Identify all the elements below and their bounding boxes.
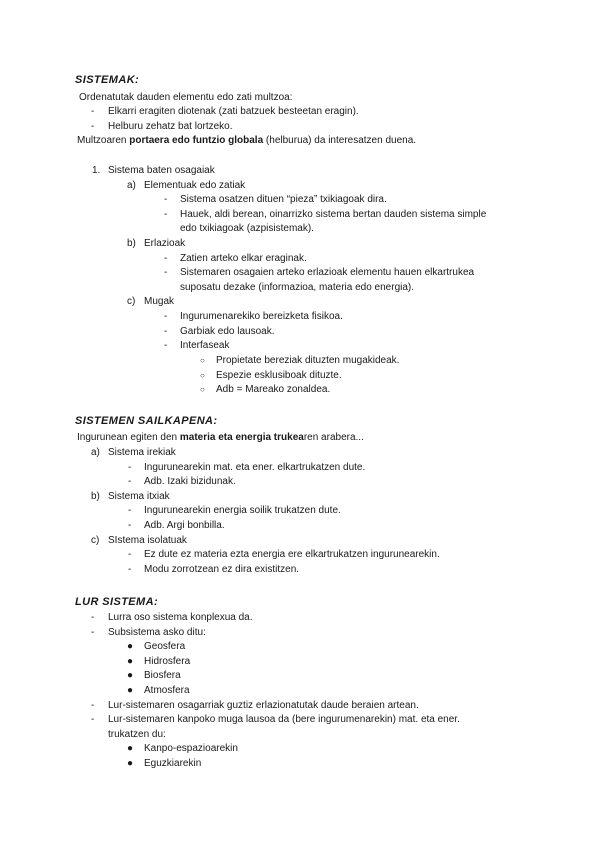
c-item-1: Ingurumenarekiko bereizketa fisikoa.: [180, 311, 343, 322]
item-label-c: c): [91, 535, 100, 546]
open-item-1: Ingurunearekin mat. eta ener. elkartrukatzen dute.: [144, 462, 366, 473]
sistemak-intro: Ordenatutak dauden elementu edo zati multzoa:: [79, 92, 293, 103]
dash-marker: -: [91, 121, 95, 132]
bullet-icon: ●: [127, 656, 134, 667]
sphere-item: Atmosfera: [144, 685, 190, 696]
open-systems-title: Sistema irekiak: [108, 447, 176, 458]
c-sub-1: Propietate bereziak dituzten mugakideak.: [216, 355, 400, 366]
item-label-b: b): [91, 491, 100, 502]
dash-marker: -: [128, 505, 132, 516]
dash-marker: -: [164, 194, 168, 205]
a-item-2: Hauek, aldi berean, oinarrizko sistema bertan dauden sistema simple: [180, 209, 487, 220]
b-item-2: Sistemaren osagaien arteko erlazioak elementu hauen elkartrukea: [180, 267, 475, 278]
a-item-1: Sistema osatzen dituen “pieza” txikiagoak dira.: [180, 194, 387, 205]
open-item-2: Adb. Izaki bizidunak.: [144, 476, 236, 487]
dash-marker: -: [164, 267, 168, 278]
dash-marker: -: [164, 326, 168, 337]
item-title-c: Mugak: [144, 296, 175, 307]
item-label-c: c): [127, 296, 136, 307]
dash-marker: -: [91, 627, 95, 638]
item-label-a: a): [127, 180, 136, 191]
heading-lur-sistema: LUR SISTEMA:: [75, 596, 159, 608]
bullet-icon: ●: [127, 743, 134, 754]
item-title-b: Erlazioak: [144, 238, 186, 249]
closed-item-2: Adb. Argi bonbilla.: [144, 520, 225, 531]
dash-marker: -: [128, 520, 132, 531]
heading-sailkapena: SISTEMEN SAILKAPENA:: [75, 415, 218, 427]
sphere-item: Geosfera: [144, 641, 186, 652]
b-item-1: Zatien arteko elkar eraginak.: [180, 253, 307, 264]
dash-marker: -: [128, 462, 132, 473]
dash-marker: -: [91, 714, 95, 725]
heading-sistemak: SISTEMAK:: [75, 74, 140, 86]
dash-marker: -: [164, 253, 168, 264]
list-number: 1.: [92, 165, 101, 176]
lur-item-2: Subsistema asko ditu:: [108, 627, 206, 638]
dash-marker: -: [91, 612, 95, 623]
lur-item-3: Lur-sistemaren osagarriak guztiz erlazionatutak daude beraien artean.: [108, 700, 419, 711]
list-title: Sistema baten osagaiak: [108, 165, 215, 176]
item-label-a: a): [91, 447, 100, 458]
c-item-3: Interfaseak: [180, 340, 230, 351]
sailkapena-intro: Ingurunean egiten den materia eta energia trukearen arabera...: [77, 432, 364, 443]
isolated-item-1: Ez dute ez materia ezta energia ere elkartrukatzen ingurunearekin.: [144, 549, 440, 560]
dash-marker: -: [91, 700, 95, 711]
b-item-2-cont: suposatu dezake (informazioa, materia edo energia).: [180, 282, 415, 293]
lur-item-4-cont: trukatzen du:: [108, 729, 166, 740]
closed-systems-title: Sistema itxiak: [108, 491, 170, 502]
c-sub-2: Espezie esklusiboak dituzte.: [216, 370, 342, 381]
lur-item-4: Lur-sistemaren kanpoko muga lausoa da (bere ingurumenarekin) mat. eta ener.: [108, 714, 460, 725]
dash-marker: -: [164, 340, 168, 351]
isolated-item-2: Modu zorrotzean ez dira existitzen.: [144, 564, 300, 575]
intro-item-1: Elkarri eragiten diotenak (zati batzuek besteetan eragin).: [108, 106, 359, 117]
dash-marker: -: [164, 209, 168, 220]
exchange-item: Eguzkiarekin: [144, 758, 202, 769]
bullet-icon: ●: [127, 641, 134, 652]
sphere-item: Biosfera: [144, 670, 181, 681]
c-sub-3: Adb = Mareako zonaldea.: [216, 384, 331, 395]
lur-item-1: Lurra oso sistema konplexua da.: [108, 612, 253, 623]
circle-bullet-icon: ○: [200, 371, 205, 380]
dash-marker: -: [91, 106, 95, 117]
item-label-b: b): [127, 238, 136, 249]
c-item-2: Garbiak edo lausoak.: [180, 326, 275, 337]
item-title-a: Elementuak edo zatiak: [144, 180, 246, 191]
intro-item-2: Helburu zehatz bat lortzeko.: [108, 121, 233, 132]
bullet-icon: ●: [127, 685, 134, 696]
dash-marker: -: [164, 311, 168, 322]
dash-marker: -: [128, 476, 132, 487]
sphere-item: Hidrosfera: [144, 656, 191, 667]
closed-item-1: Ingurunearekin energia soilik trukatzen dute.: [144, 505, 341, 516]
isolated-systems-title: SIstema isolatuak: [108, 535, 187, 546]
a-item-2-cont: edo txikiagoak (azpisistemak).: [180, 223, 314, 234]
bullet-icon: ●: [127, 670, 134, 681]
sistemak-definition: Multzoaren portaera edo funtzio globala (helburua) da interesatzen duena.: [77, 135, 417, 146]
dash-marker: -: [128, 564, 132, 575]
dash-marker: -: [128, 549, 132, 560]
exchange-item: Kanpo-espazioarekin: [144, 743, 238, 754]
circle-bullet-icon: ○: [200, 385, 205, 394]
circle-bullet-icon: ○: [200, 356, 205, 365]
bullet-icon: ●: [127, 758, 134, 769]
